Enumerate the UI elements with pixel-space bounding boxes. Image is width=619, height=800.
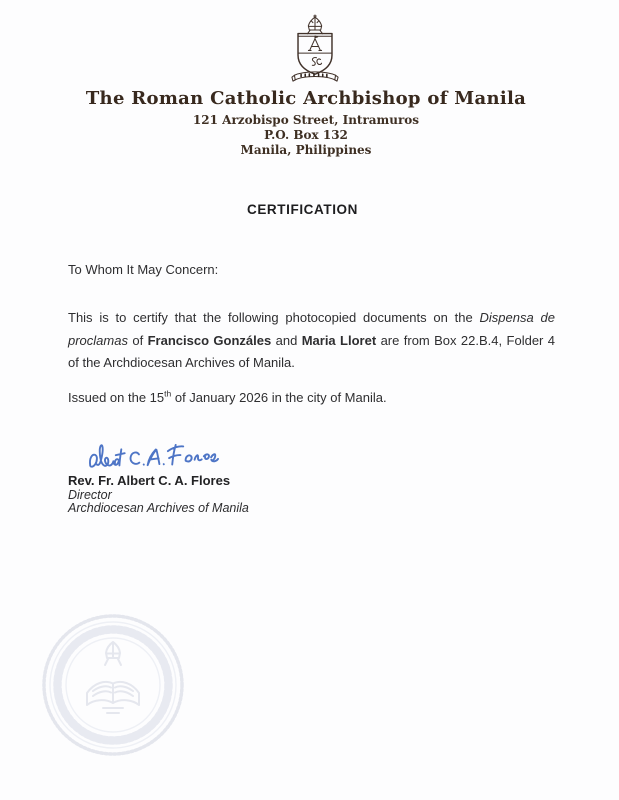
- ordinal-suffix: th: [164, 388, 172, 399]
- signatory-organization: Archdiocesan Archives of Manila: [68, 501, 249, 515]
- embossed-seal-icon: [37, 609, 189, 761]
- issued-suffix: of January 2026 in the city of Manila.: [171, 390, 387, 405]
- address-line-1: 121 Arzobispo Street, Intramuros: [192, 113, 420, 127]
- organization-name: The Roman Catholic Archbishop of Manila: [85, 88, 527, 109]
- handwritten-signature-icon: [86, 437, 223, 476]
- paragraph-text: are from Box 22.B.4, Folder 4 of the Archdiocesan Archives of Manila.: [68, 332, 555, 371]
- signatory-name: Rev. Fr. Albert C. A. Flores: [68, 473, 231, 488]
- signatory-title: Director: [68, 488, 112, 502]
- paragraph-name-groom: Francisco Gonzáles: [147, 332, 272, 348]
- issued-prefix: Issued on the 15: [68, 390, 165, 405]
- paragraph-text: This is to certify that the following photocopied documents on the: [68, 310, 480, 325]
- certification-paragraph: [68, 307, 555, 375]
- salutation: To Whom It May Concern:: [68, 262, 219, 277]
- issued-date-line: [68, 390, 387, 405]
- archbishop-crest-icon: [286, 14, 344, 84]
- address-line-3: Manila, Philippines: [240, 143, 372, 157]
- paragraph-text: of: [127, 332, 148, 348]
- paragraph-name-bride: Maria Lloret: [301, 332, 377, 348]
- paragraph-italic-term: Dispensa de proclamas: [68, 310, 555, 348]
- address-line-2: P.O. Box 132: [264, 128, 348, 142]
- paragraph-text: and: [271, 332, 302, 348]
- document-title: CERTIFICATION: [246, 202, 359, 217]
